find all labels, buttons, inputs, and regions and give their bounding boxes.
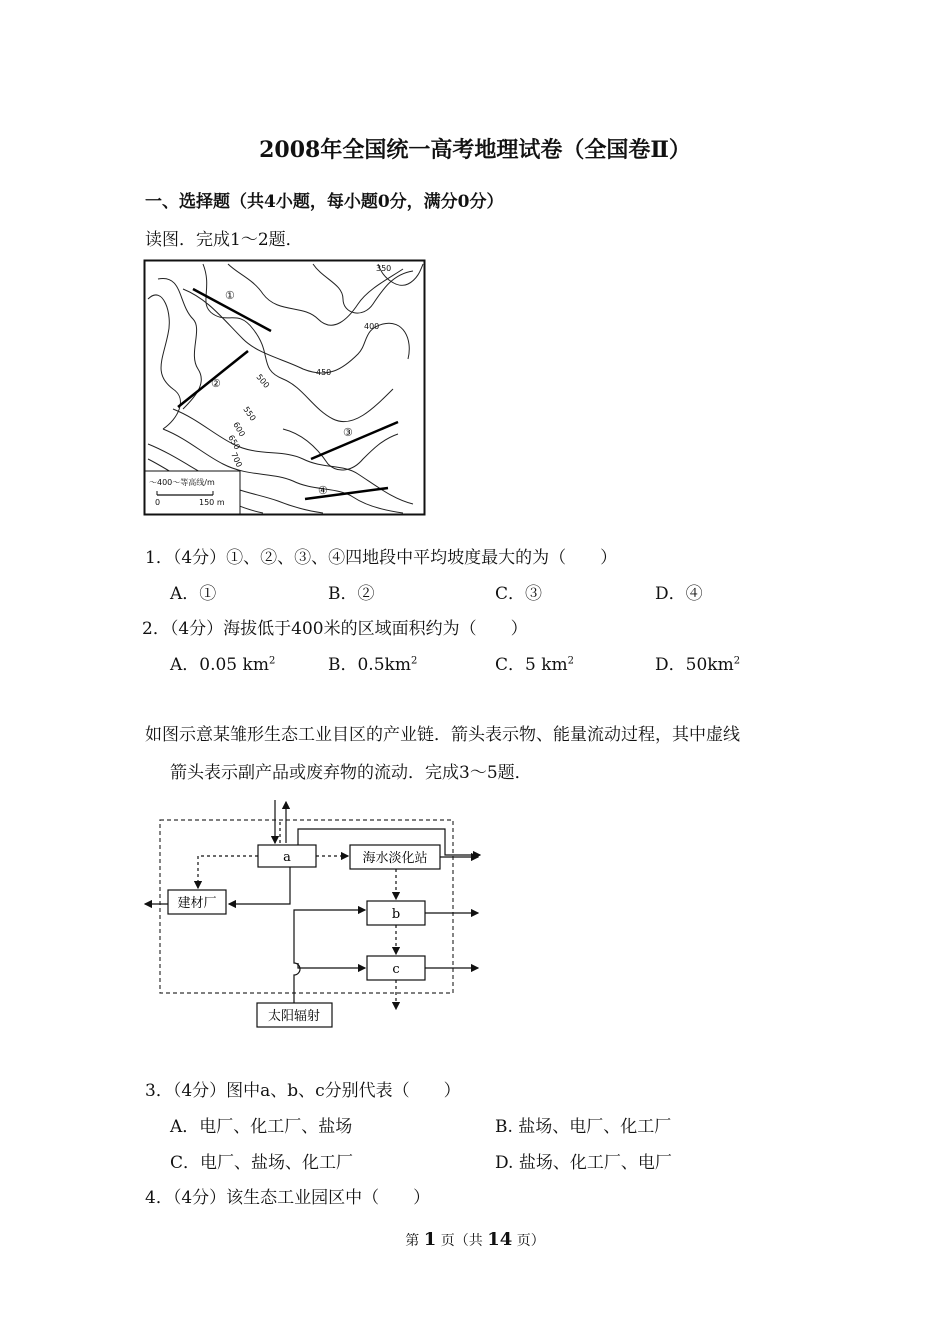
contour-label-600: 600 [231, 420, 247, 439]
q2-option-a: A．0.05 $km^2$ [170, 655, 276, 675]
intro-q1-2: 读图．完成1～2题． [145, 230, 303, 250]
contour-label-400: 400 [364, 322, 380, 331]
segment-4-label: ④ [318, 484, 328, 497]
box-b: b [391, 907, 401, 922]
contour-map [143, 259, 426, 516]
q1-option-c: C．③ [495, 584, 543, 604]
box-desalination: 海水淡化站 [362, 851, 428, 866]
question-1: 1．（4分）①、②、③、④四地段中平均坡度最大的为（ ） [145, 548, 618, 568]
question-2: 2．（4分）海拔低于400米的区域面积约为（ ） [142, 619, 528, 639]
q2-option-b: B．$0.5km^2$ [328, 655, 418, 675]
industry-flow-diagram [140, 797, 485, 1032]
section-heading: 一、选择题（共4小题，每小题0分，满分0分） [145, 192, 504, 212]
contour-label-550: 550 [241, 404, 258, 423]
segment-1-label: ① [225, 289, 235, 302]
contour-label-350: 350 [376, 264, 392, 273]
scale-zero: 0 [155, 498, 161, 507]
q1-option-a: A．① [170, 584, 217, 604]
box-building-materials: 建材厂 [177, 896, 217, 911]
contour-label-700: 700 [229, 451, 244, 469]
intro-q3-5-line2: 箭头表示副产品或废弃物的流动．完成3～5题． [170, 763, 532, 783]
q3-option-d: D. 盐场、化工厂、电厂 [495, 1153, 672, 1173]
box-solar-radiation: 太阳辐射 [267, 1009, 321, 1024]
contour-label-500: 500 [254, 372, 272, 390]
box-a: a [283, 850, 291, 865]
segment-2-label: ② [211, 377, 221, 390]
intro-q3-5-line1: 如图示意某雏形生态工业目区的产业链．箭头表示物、能量流动过程，其中虚线 [145, 725, 740, 745]
exam-title: 2008年全国统一高考地理试卷（全国卷Ⅱ） [259, 137, 691, 163]
q3-option-b: B. 盐场、电厂、化工厂 [495, 1117, 672, 1137]
segment-3-label: ③ [343, 426, 353, 439]
box-c: c [392, 962, 400, 977]
page-footer: 第 1 页（共 14 页） [405, 1229, 545, 1250]
scale-distance: 150 m [199, 498, 225, 507]
map-legend: ～400～等高线/m [149, 478, 215, 487]
q3-option-c: C．电厂、盐场、化工厂 [170, 1153, 354, 1173]
q2-option-c: C．5 $km^2$ [495, 655, 575, 675]
q1-option-b: B．② [328, 584, 375, 604]
q1-option-d: D．④ [655, 584, 703, 604]
q3-option-a: A．电厂、化工厂、盐场 [170, 1117, 353, 1137]
question-4: 4．（4分）该生态工业园区中（ ） [145, 1188, 431, 1208]
contour-label-650: 650 [226, 433, 242, 452]
q2-option-d: D．$50km^2$ [655, 655, 741, 675]
contour-label-450: 450 [316, 368, 332, 377]
question-3: 3．（4分）图中a、b、c分别代表（ ） [145, 1081, 461, 1101]
